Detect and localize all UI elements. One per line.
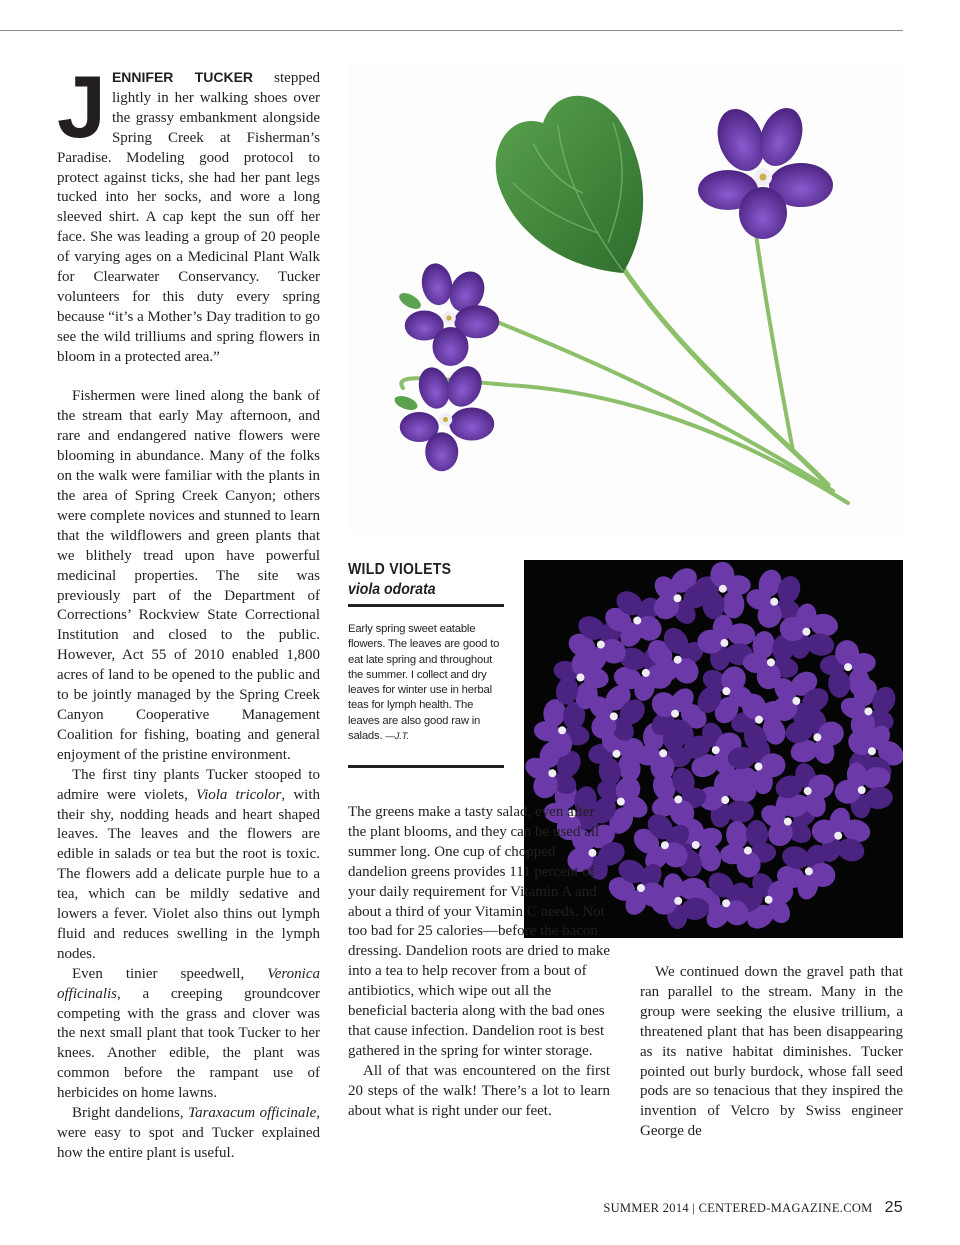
lead-name: ENNIFER TUCKER: [111, 69, 254, 85]
sidebar-title: WILD VIOLETS: [348, 561, 452, 578]
species-taraxacum: Taraxacum officinale: [188, 1105, 317, 1122]
article-column-1: [57, 57, 320, 1164]
paragraph-3-text-b: , with their shy, nodding heads and heart shaped leaves. The leaves and the flowers are edible in salads or tea but the root is toxic. The flowers add a delicate purple hue to a tea, which can be mildly sedative and lowers a fever. Violet also thins out lymph fluid and reduces swelling in the lymph nodes.: [57, 786, 320, 962]
paragraph-4: [57, 965, 320, 1104]
top-rule: [0, 30, 903, 31]
page-number: 25: [884, 1199, 903, 1216]
paragraph-3-text-a: The first tiny plants Tucker stooped to admire were violets,: [57, 766, 320, 803]
paragraph-2: Fishermen were lined along the bank of the stream that early May afternoon, and rare and endangered native flowers were blooming in abundance. Many of the folks on the walk were familiar with the plants in the area of Spring Creek Canyon; others were complete novices and stunned to learn that the wildflowers and green plants that we blithely tread upon have powerful medicinal properties. The site was previously part of the Department of Corrections’ Rockview State Correctional Institution and closed to the public. However, Act 55 of 2010 enabled 1,800 acres of land to be opened to the public and to be jointly managed by the Spring Creek Canyon Cooperative Management Coalition for fishing, boating and general enjoyment of the pristine environment.: [57, 388, 320, 763]
species-viola-tricolor: Viola tricolor: [196, 786, 282, 803]
sidebar-subtitle: viola odorata: [348, 581, 436, 598]
sepals: [393, 290, 424, 413]
violet-bloom: [718, 819, 777, 879]
paragraph-6: The greens make a tasty salad, even after the plant blooms, and they can be used all summer long. One cup of chopped dandelion greens provides 111 percent of your daily requirement for Vitamin A and about a third of your Vitamin C needs. Not too bad for 25 calories—before the bacon dressing. Dandelion roots are dried to make into a tea to help recover from a bout of antibiotics, which wipe out all the beneficial bacteria along with the bad ones that cause infection. Dandelion root is best gathered in the spring for winter storage.: [348, 804, 611, 1059]
violet-flower-2: [405, 261, 500, 366]
sidebar-top-rule: [348, 604, 504, 607]
paragraph-5: [57, 1104, 320, 1164]
paragraph-1-text: stepped lightly in her walking shoes over the grassy embankment alongside Spring Creek at Fisherman’s Paradise. Modeling good protocol to protect against ticks, she had her pant legs tucked into her socks, and wore a long sleeved shirt. A cap kept the sun off her face. She was leading a group of 20 people of varying ages on a Medicinal Plant Walk for Clearwater Conservancy. Tucker volunteers for this duty every spring because “it’s a Mother’s Day tradition to go see the wild trilliums and spring flowers in bloom in a protected area.”: [57, 70, 320, 365]
drop-cap: J: [57, 57, 106, 156]
paragraph-5-text-a: Bright dandelions,: [72, 1105, 189, 1122]
violet-leaf-illustration: [348, 63, 903, 531]
footer-issue: SUMMER 2014 | CENTERED-MAGAZINE.COM: [603, 1201, 873, 1215]
paragraph-7: All of that was encountered on the first 20 steps of the walk! There’s a lot to learn about what is right under our feet.: [348, 1062, 610, 1119]
sidebar-wild-violets: [348, 560, 506, 744]
paragraph-5-text-b: , were easy to spot and Tucker explained how the entire plant is useful.: [57, 1105, 320, 1161]
paragraph-3: [57, 766, 320, 965]
sidebar-bottom-rule: [348, 765, 504, 768]
violet-flower-1: [698, 102, 833, 239]
violet-bloom: [694, 561, 752, 620]
paragraph-1: [57, 57, 320, 368]
sidebar-text: [348, 622, 506, 744]
sidebar-credit: —J.T.: [385, 731, 409, 743]
paragraph-4-text-a: Even tinier speedwell,: [72, 965, 268, 982]
species-veronica: Veronica officinalis: [57, 965, 320, 1002]
article-column-3: [640, 963, 903, 1142]
paragraph-8: We continued down the gravel path that ran parallel to the stream. Many in the group were seeking the elusive trillium, a threatened plant that has been disappearing as its native habitat diminishes. Tucker pointed out burly burdock, whose fall seed pods are so tenacious that they inspired the invention of Velcro by Swiss engineer George de: [640, 964, 903, 1140]
article-column-2: [348, 803, 610, 1122]
violet-leaf-photo: [348, 63, 903, 531]
page-footer: [603, 1199, 903, 1217]
paragraph-4-text-b: , a creeping groundcover competing with the grass and clover was the next small plant that took Tucker to her knees. Another edible, the plant was common before the rampant use of herbicides on home lawns.: [57, 985, 320, 1102]
sidebar-body: Early spring sweet eatable flowers. The leaves are good to eat late spring and throughout the summer. I collect and dry leaves for winter use in herbal teas for lymph health. The leaves are also good raw in salads.: [348, 623, 500, 743]
